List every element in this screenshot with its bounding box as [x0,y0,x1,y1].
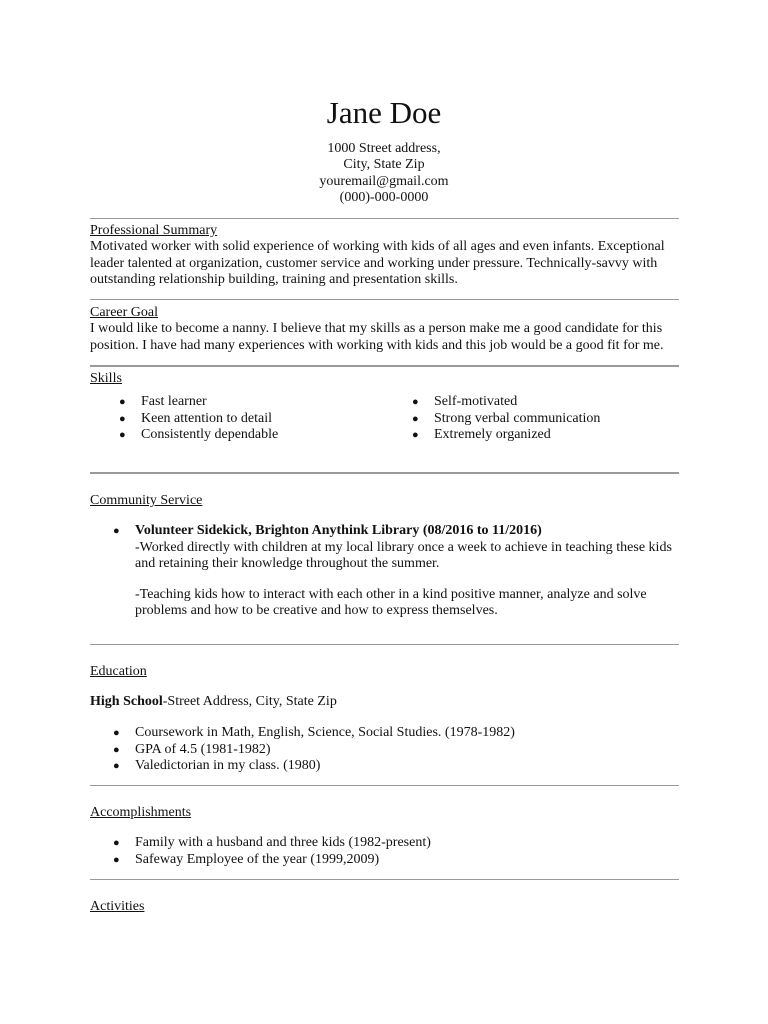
summary-line: outstanding relationship building, training and presentation skills. [90,272,458,288]
divider [90,472,679,474]
education-item: Coursework in Math, English, Science, Social Studies. (1978-1982) [135,725,515,740]
career-goal-text [90,321,680,354]
skill-label: Extremely organized [434,427,551,443]
address-line-2: City, State Zip [343,157,425,173]
phone: (000)-000-0000 [339,190,429,206]
bullet-icon: ● [119,412,126,425]
bullet-icon: ● [113,525,120,537]
activities-heading: Activities [90,899,145,914]
email: youremail@gmail.com [319,173,449,189]
divider [90,299,679,300]
career-goal-line: I would like to become a nanny. I believe that my skills as a person make me a good candidate for this [90,321,663,336]
education-item: GPA of 4.5 (1981-1982) [135,741,271,757]
skill-label: Fast learner [141,394,207,409]
bullet-icon: ● [119,429,126,442]
community-service-line: problems and how to be creative and how to express themselves. [135,603,498,619]
accomplishment-item: Safeway Employee of the year (1999,2009) [135,851,380,867]
contact-block [0,141,768,207]
bullet-icon: ● [119,396,126,408]
accomplishments-heading: Accomplishments [90,805,192,820]
divider [90,365,679,367]
skills-heading: Skills [90,371,122,386]
professional-summary-heading: Professional Summary [90,223,218,238]
bullet-icon: ● [412,396,419,408]
skill-label: Consistently dependable [141,427,279,443]
community-service-title: Volunteer Sidekick, Brighton Anythink Library (08/2016 to 11/2016) [135,523,542,538]
school-address: -Street Address, City, State Zip [162,694,337,709]
divider [90,218,679,219]
professional-summary-text [90,239,680,289]
summary-line: Motivated worker with solid experience of working with kids of all ages and even infants. Exceptional [90,239,665,254]
bullet-icon: ● [113,743,120,756]
divider [90,644,679,645]
skill-label: Self-motivated [434,394,518,409]
school-name: High School [90,694,163,709]
candidate-name: Jane Doe [326,95,442,130]
community-service-heading: Community Service [90,493,203,508]
community-service-body [135,523,680,620]
bullet-icon: ● [113,837,120,849]
education-item: Valedictorian in my class. (1980) [135,758,321,774]
summary-line: leader talented at organization, customer service and working under pressure. Technically-savvy with [90,255,658,271]
bullet-icon: ● [113,760,120,773]
education-school [90,694,680,711]
community-service-line: and retaining their knowledge throughout the summer. [135,556,440,572]
bullet-icon: ● [113,727,120,739]
skill-label: Strong verbal communication [434,410,601,426]
divider [90,785,679,786]
community-service-line: -Worked directly with children at my local library once a week to achieve in teaching these kids [135,539,672,555]
accomplishment-item: Family with a husband and three kids (1982-present) [135,835,431,850]
bullet-icon: ● [412,429,419,442]
skill-label: Keen attention to detail [141,410,273,426]
divider [90,879,679,880]
bullet-icon: ● [113,853,120,866]
community-service-line: -Teaching kids how to interact with each other in a kind positive manner, analyze and solve [135,586,647,602]
career-goal-line: position. I have had many experiences with working with kids and this job would be a good fit for me. [90,337,664,353]
career-goal-heading: Career Goal [90,305,159,320]
address-line-1: 1000 Street address, [327,141,441,156]
education-heading: Education [90,664,147,679]
paragraph-spacer [135,573,680,587]
bullet-icon: ● [412,412,419,425]
